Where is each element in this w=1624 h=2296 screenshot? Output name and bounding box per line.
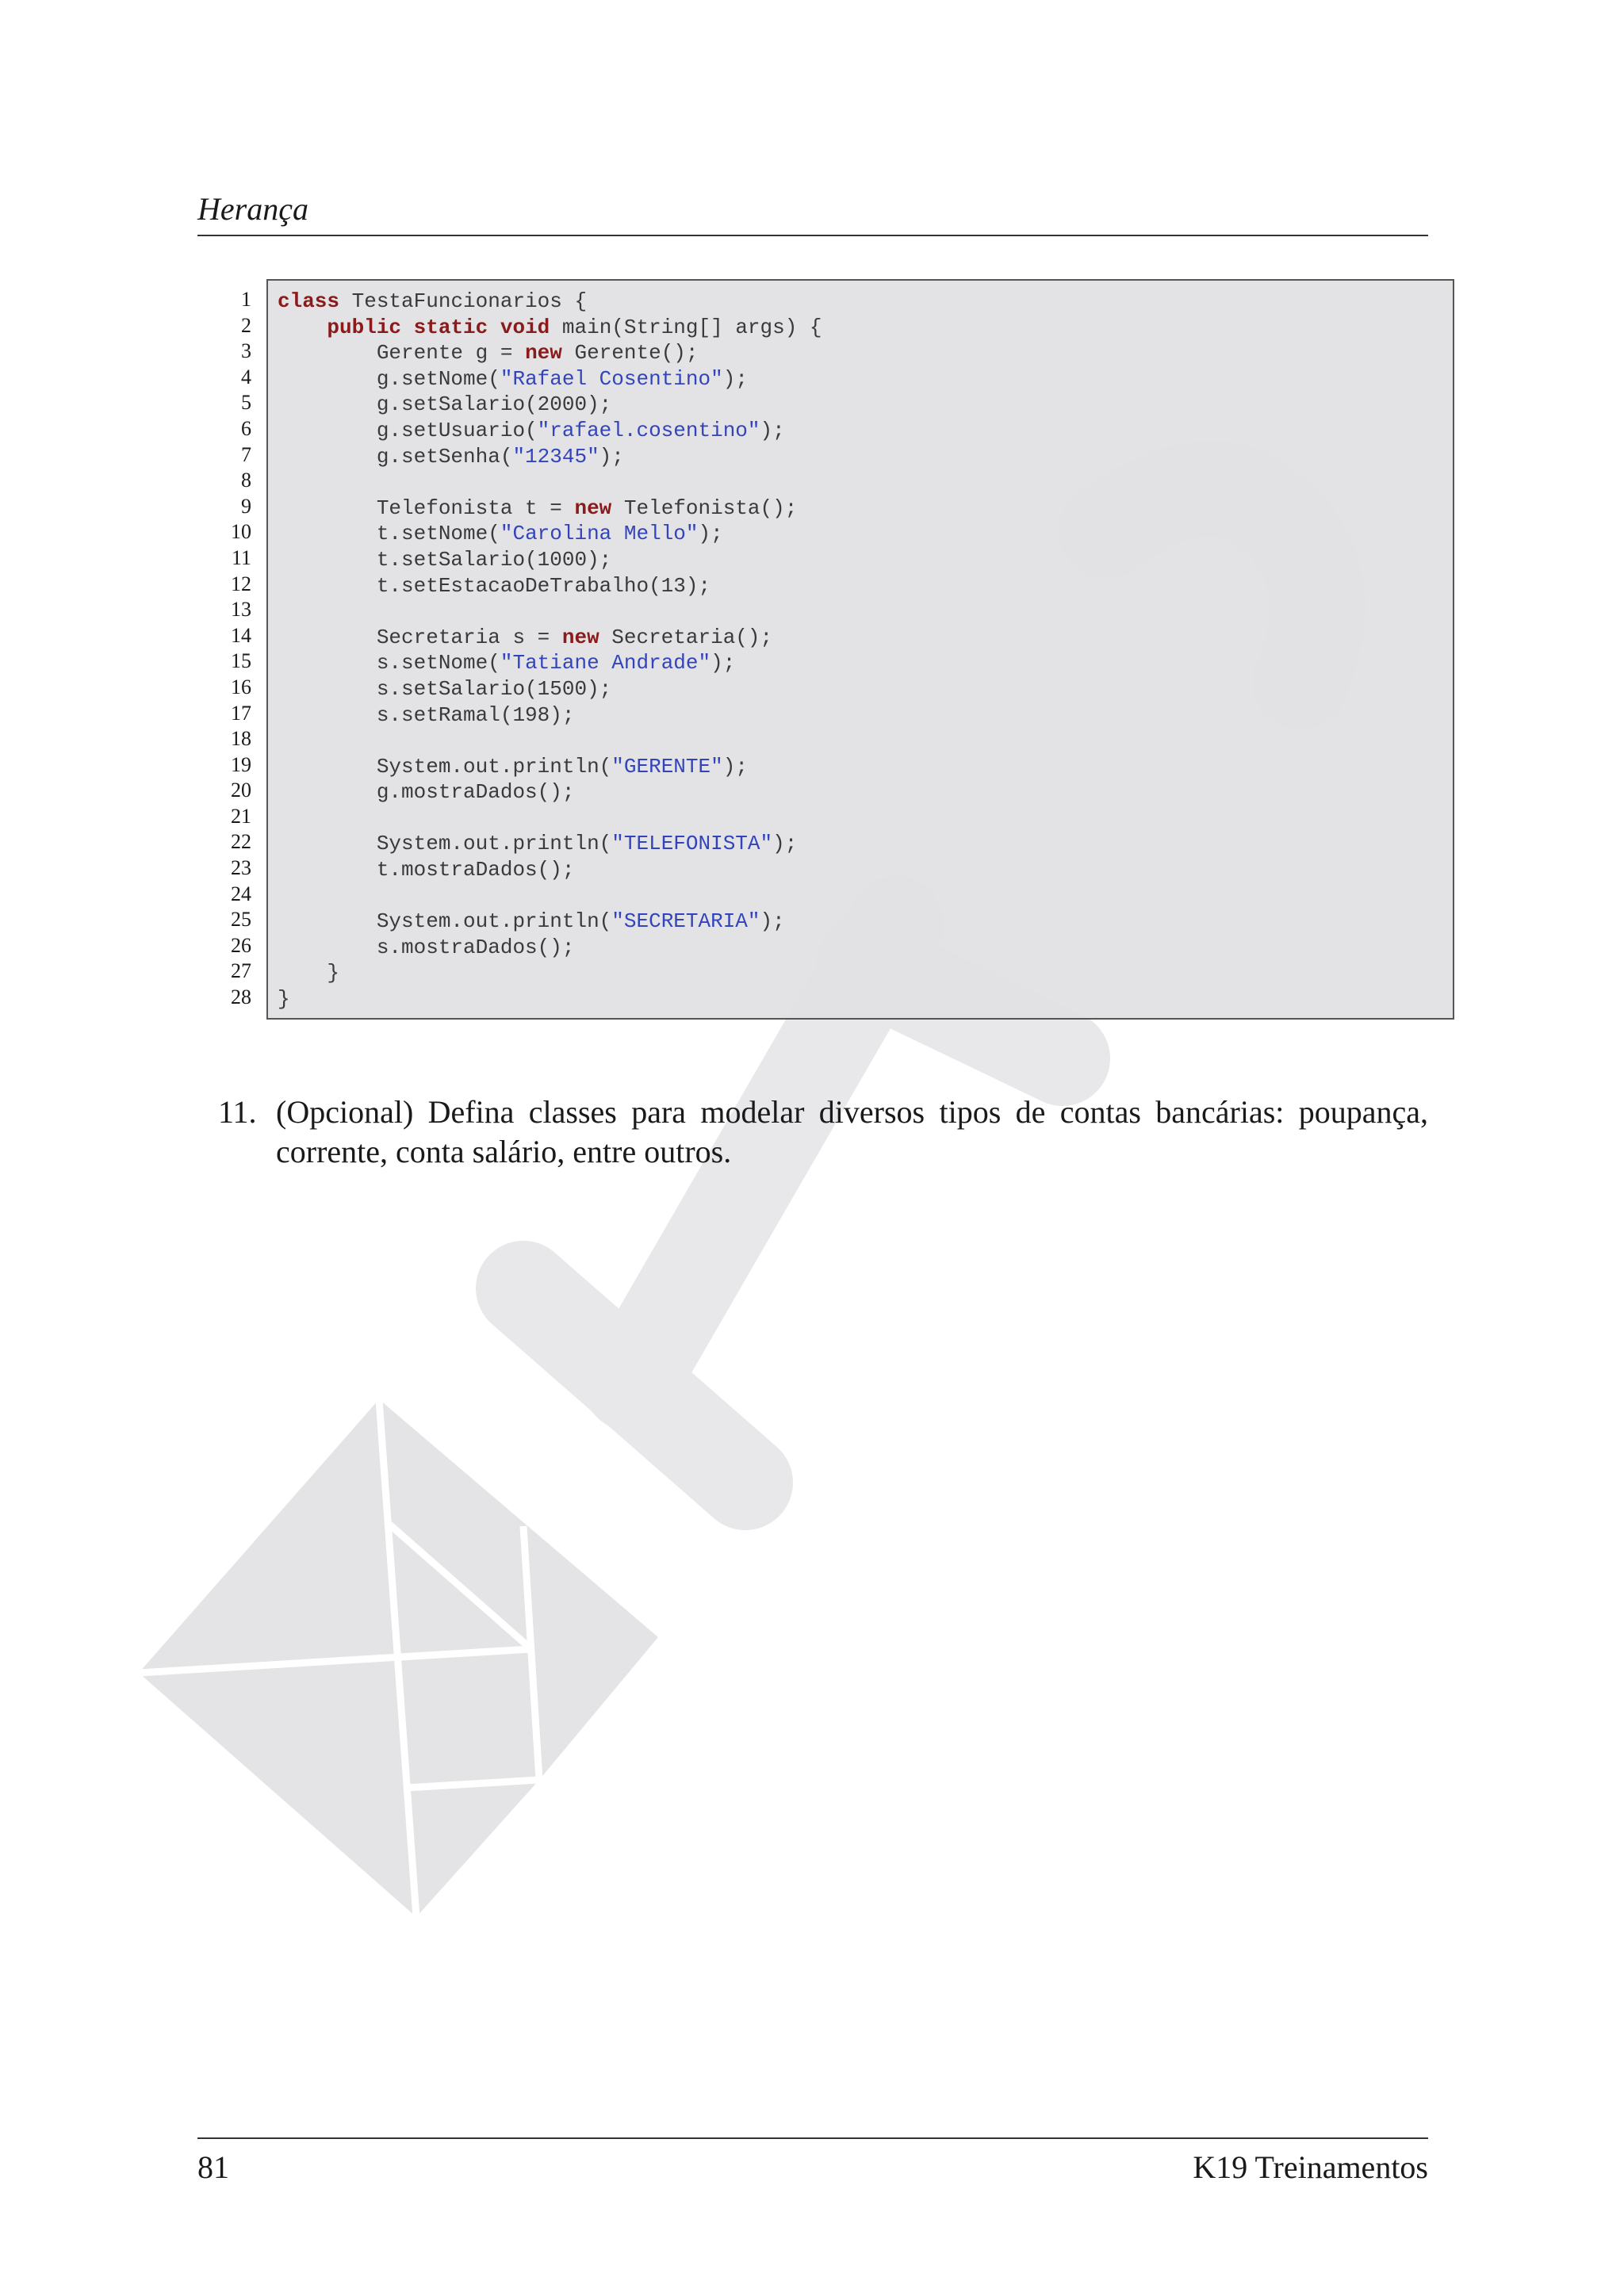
- line-number: 8: [241, 469, 251, 492]
- code-text: );: [710, 651, 736, 675]
- code-line: [278, 496, 1453, 522]
- line-number: 26: [231, 933, 251, 957]
- code-text: s.setNome(: [278, 651, 500, 675]
- code-block: [266, 279, 1454, 1020]
- code-text: Gerente();: [561, 341, 699, 365]
- code-line: [278, 521, 1453, 547]
- code-text: g.setNome(: [278, 366, 500, 391]
- code-text: Telefonista t =: [278, 496, 575, 520]
- code-string: "rafael.cosentino": [537, 418, 760, 442]
- code-text: );: [760, 418, 785, 442]
- line-number: 22: [231, 830, 251, 854]
- code-line: [278, 599, 1453, 625]
- line-number: 20: [231, 779, 251, 802]
- code-string: "12345": [512, 444, 599, 469]
- code-line: [278, 392, 1453, 418]
- code-line: [278, 573, 1453, 599]
- code-text: g.setSalario(2000);: [278, 392, 612, 417]
- code-keyword: new: [574, 496, 612, 520]
- code-string: "SECRETARIA": [611, 909, 760, 934]
- code-string: "Carolina Mello": [500, 522, 699, 546]
- line-number: 17: [231, 701, 251, 725]
- line-number: 21: [231, 804, 251, 828]
- code-text: System.out.println(: [278, 754, 612, 779]
- code-text: [278, 316, 327, 339]
- code-line: [278, 909, 1453, 935]
- code-text: TestaFuncionarios {: [339, 289, 588, 313]
- code-text: g.mostraDados();: [278, 780, 575, 805]
- line-number: 19: [231, 752, 251, 776]
- code-text: );: [722, 366, 748, 391]
- code-keyword: new: [561, 625, 599, 649]
- code-line: [278, 702, 1453, 729]
- footer-brand: K19 Treinamentos: [1193, 2149, 1428, 2185]
- line-number: 18: [231, 727, 251, 751]
- code-line: [278, 831, 1453, 857]
- code-line: [278, 676, 1453, 702]
- code-text: t.mostraDados();: [278, 858, 575, 882]
- line-number: 9: [241, 494, 251, 518]
- code-text: s.mostraDados();: [278, 935, 575, 959]
- code-keyword: public static void: [327, 315, 550, 339]
- line-number: 15: [231, 649, 251, 673]
- code-line: [278, 469, 1453, 496]
- code-text: System.out.println(: [278, 832, 612, 856]
- code-line: [278, 547, 1453, 573]
- code-text: );: [599, 444, 624, 469]
- code-text: s.setSalario(1500);: [278, 676, 612, 701]
- code-string: "Tatiane Andrade": [500, 651, 711, 675]
- code-text: );: [698, 522, 723, 546]
- header-divider: [197, 235, 1428, 236]
- line-number: 27: [231, 959, 251, 983]
- exercise-number: 11.: [218, 1094, 257, 1130]
- line-number: 13: [231, 598, 251, 622]
- line-number: 3: [241, 339, 251, 363]
- code-text: System.out.println(: [278, 909, 612, 934]
- code-line: [278, 806, 1453, 832]
- code-string: "TELEFONISTA": [611, 832, 773, 856]
- code-text: );: [760, 909, 785, 934]
- code-keyword: new: [525, 341, 562, 365]
- code-keyword: class: [278, 289, 340, 313]
- code-line: [278, 315, 1453, 341]
- code-line: [278, 650, 1453, 676]
- line-number: 6: [241, 416, 251, 440]
- line-number: 11: [231, 545, 251, 569]
- line-number: 14: [231, 623, 251, 647]
- exercise-text: (Opcional) Defina classes para modelar diversos tipos de contas bancárias: poupança, corrente, conta salário, entre outros.: [276, 1094, 1428, 1169]
- code-line: [278, 857, 1453, 883]
- exercise-item: [218, 1093, 1428, 1172]
- code-line: [278, 935, 1453, 961]
- code-text: }: [278, 987, 290, 1012]
- line-numbers: [197, 287, 251, 1011]
- code-line: [278, 418, 1453, 444]
- code-string: "GERENTE": [611, 754, 723, 779]
- code-text: main(String[] args) {: [550, 315, 822, 339]
- footer-divider: [197, 2137, 1428, 2139]
- code-string: "Rafael Cosentino": [500, 366, 723, 391]
- chapter-title: Herança: [197, 191, 308, 227]
- code-text: );: [772, 832, 798, 856]
- code-line: [278, 728, 1453, 754]
- code-line: [278, 289, 1453, 315]
- line-number: 25: [231, 908, 251, 932]
- line-number: 28: [231, 985, 251, 1009]
- code-text: s.setRamal(198);: [278, 702, 575, 727]
- line-number: 16: [231, 675, 251, 698]
- code-line: [278, 366, 1453, 392]
- code-text: t.setEstacaoDeTrabalho(13);: [278, 573, 711, 598]
- code-line: [278, 986, 1453, 1012]
- code-line: [278, 444, 1453, 470]
- code-text: g.setSenha(: [278, 444, 513, 469]
- code-text: Telefonista();: [611, 496, 798, 520]
- code-text: );: [722, 754, 748, 779]
- line-number: 10: [231, 520, 251, 544]
- line-number: 12: [231, 572, 251, 595]
- line-number: 23: [231, 856, 251, 880]
- code-text: }: [278, 961, 340, 985]
- line-number: 7: [241, 442, 251, 466]
- code-text: t.setNome(: [278, 522, 500, 546]
- code-text: Gerente g =: [278, 341, 526, 365]
- code-line: [278, 340, 1453, 366]
- code-line: [278, 779, 1453, 806]
- code-line: [278, 883, 1453, 909]
- code-line: [278, 625, 1453, 651]
- line-number: 4: [241, 365, 251, 388]
- code-line: [278, 960, 1453, 986]
- line-number: 2: [241, 313, 251, 337]
- line-number: 1: [241, 288, 251, 311]
- code-text: t.setSalario(1000);: [278, 547, 612, 572]
- code-line: [278, 754, 1453, 780]
- page-number: 81: [197, 2149, 229, 2185]
- code-text: g.setUsuario(: [278, 418, 538, 442]
- code-text: Secretaria();: [599, 625, 773, 649]
- code-text: Secretaria s =: [278, 625, 562, 649]
- line-number: 5: [241, 391, 251, 415]
- line-number: 24: [231, 882, 251, 905]
